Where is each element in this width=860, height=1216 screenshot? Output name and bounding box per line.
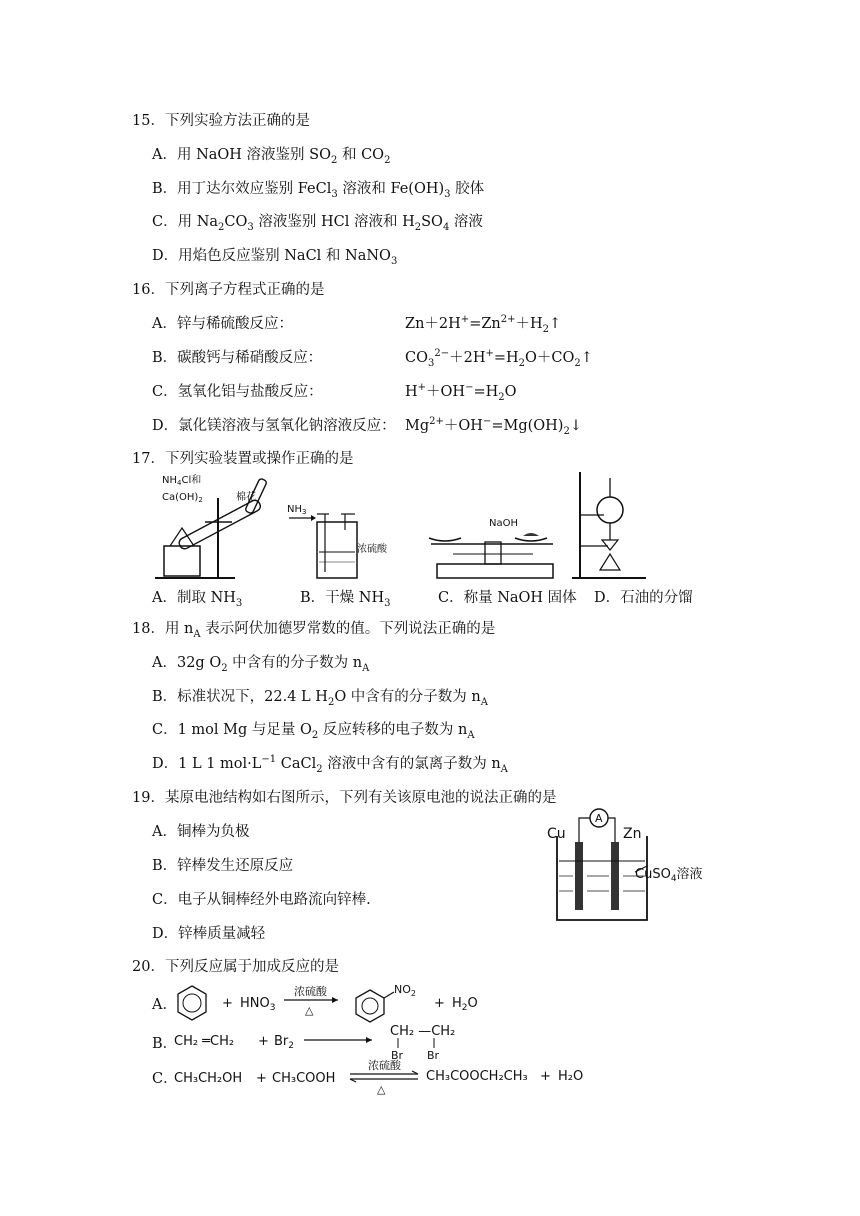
q16-option-a-equation: $Zn+2H^+=Zn^{2+}+H_2↑$	[405, 314, 562, 335]
q15-option-a: A．用 NaOH 溶液鉴别 $SO_2$ 和 $CO_2$	[152, 147, 391, 166]
fig-b-label-nh3: $NH_3$	[287, 504, 307, 516]
nitrobenzene-ring-icon	[356, 990, 384, 1022]
reaction-a-reagent: $HNO_3$	[240, 996, 276, 1013]
q17-caption-c: C．称量 NaOH 固体	[438, 590, 577, 606]
q16-option-b-label: B．碳酸钙与稀硝酸反应：	[152, 350, 323, 366]
q19-stem: 19．某原电池结构如右图所示，下列有关该原电池的说法正确的是	[132, 790, 557, 806]
reaction-b-ethene: CH₂ ═CH₂	[174, 1034, 235, 1049]
q18-option-c: C．1 mol Mg 与足量 $O_2$ 反应转移的电子数为 $n_A$	[152, 722, 475, 741]
benzene-ring-icon	[178, 986, 206, 1020]
reaction-c-plus: +	[256, 1071, 267, 1086]
fig-meter-label: A	[595, 812, 603, 825]
q16-option-d-label: D．氯化镁溶液与氢氧化钠溶液反应：	[152, 418, 396, 434]
fig-c-label-naoh: NaOH	[489, 518, 518, 529]
q19-option-b: B．锌棒发生还原反应	[152, 858, 294, 874]
q16-option-a-label: A．锌与稀硫酸反应：	[152, 316, 293, 332]
figure-ammonia-generation	[150, 470, 290, 582]
reaction-b-product: CH₂ —CH₂	[390, 1024, 456, 1039]
reaction-c-plus-2: +	[540, 1069, 551, 1084]
q20-option-c-label: C．	[152, 1071, 178, 1087]
q20-option-a-label: A．	[152, 997, 177, 1013]
figure-distillation	[570, 470, 650, 582]
q16-option-b-equation: $CO_3^{2-}+2H^+=H_2O+CO_2↑$	[405, 348, 593, 369]
zinc-electrode	[611, 842, 619, 910]
q19-option-a: A．铜棒为负极	[152, 824, 250, 840]
q15-option-d: D．用焰色反应鉴别 NaCl 和 NaNO$_3$	[152, 248, 398, 267]
q16-stem: 16．下列离子方程式正确的是	[132, 282, 325, 298]
reaction-a-no2: $NO_2$	[394, 983, 416, 998]
reaction-b-br-right: Br	[427, 1049, 440, 1062]
reaction-a-plus: +	[222, 996, 233, 1011]
q19-option-c: C．电子从铜棒经外电路流向锌棒.	[152, 892, 371, 908]
q16-option-d-equation: $Mg^{2+}+OH^-=Mg(OH)_2↓$	[405, 416, 582, 437]
reaction-a-water: $H_2O$	[452, 996, 478, 1013]
reaction-c-heat: △	[377, 1083, 386, 1096]
q17-caption-d: D．石油的分馏	[594, 590, 693, 606]
fig-b-label-acid: 浓硫酸	[357, 544, 387, 555]
q15-stem: 15．下列实验方法正确的是	[132, 113, 310, 129]
reaction-c-ethanol: CH₃CH₂OH	[174, 1071, 243, 1086]
fig-a-label-caoh2: $Ca(OH)_2$	[162, 492, 203, 504]
q20-option-b-label: B．	[152, 1036, 178, 1052]
figure-balance	[425, 514, 565, 582]
reaction-c-acetic-acid: CH₃COOH	[272, 1071, 336, 1086]
figure-galvanic-cell	[545, 806, 720, 926]
q16-option-c-label: C．氢氧化铝与盐酸反应：	[152, 384, 323, 400]
q17-caption-a: A．制取 $NH_3$	[152, 590, 243, 609]
reaction-b-br-left: Br	[391, 1049, 404, 1062]
q16-option-c-equation: $H^++OH^-=H_2O$	[405, 382, 517, 403]
q20-reaction-c	[172, 1056, 592, 1096]
figure-drying-bottle	[285, 500, 395, 580]
q17-caption-b: B．干燥 $NH_3$	[300, 590, 391, 609]
fig-label-cu: Cu	[547, 826, 566, 842]
reaction-c-catalyst: 浓硫酸	[368, 1059, 401, 1072]
reaction-a-heat: △	[305, 1004, 314, 1017]
reaction-c-water: H₂O	[558, 1069, 584, 1084]
copper-electrode	[575, 842, 583, 910]
reaction-c-ester: CH₃COOCH₂CH₃	[426, 1069, 528, 1084]
fig-a-label-nh4cl: $NH_4Cl$和	[162, 475, 202, 487]
reaction-b-plus: +	[258, 1034, 269, 1049]
q18-option-d: D．1 L 1 $mol\cdot L^{-1}$ CaCl$_2$ 溶液中含有的氯离子数为 $n_A$	[152, 754, 508, 775]
q20-stem: 20．下列反应属于加成反应的是	[132, 959, 339, 975]
q17-stem: 17．下列实验装置或操作正确的是	[132, 451, 354, 467]
q18-option-b: B．标准状况下，22.4 L $H_2O$ 中含有的分子数为 $n_A$	[152, 689, 488, 708]
reaction-a-plus-2: +	[434, 996, 445, 1011]
fig-label-zn: Zn	[623, 826, 642, 842]
q18-stem: 18．用 $n_A$ 表示阿伏加德罗常数的值。下列说法正确的是	[132, 621, 496, 640]
q15-option-b: B．用丁达尔效应鉴别 FeCl$_3$ 溶液和 $Fe(OH)_3$ 胶体	[152, 181, 485, 200]
q18-option-a: A．32g $O_2$ 中含有的分子数为 $n_A$	[152, 655, 370, 674]
q15-option-c: C．用 $Na_2CO_3$ 溶液鉴别 HCl 溶液和 $H_2SO_4$ 溶液	[152, 214, 483, 233]
q19-option-d: D．锌棒质量减轻	[152, 926, 266, 942]
reaction-b-bromine: $Br_2$	[274, 1034, 294, 1051]
fig-label-solution: CuSO$_4$溶液	[635, 867, 703, 884]
q20-reaction-a	[172, 982, 512, 1026]
reaction-a-catalyst: 浓硫酸	[294, 985, 327, 998]
fig-a-label-cotton: 棉花	[236, 492, 256, 503]
